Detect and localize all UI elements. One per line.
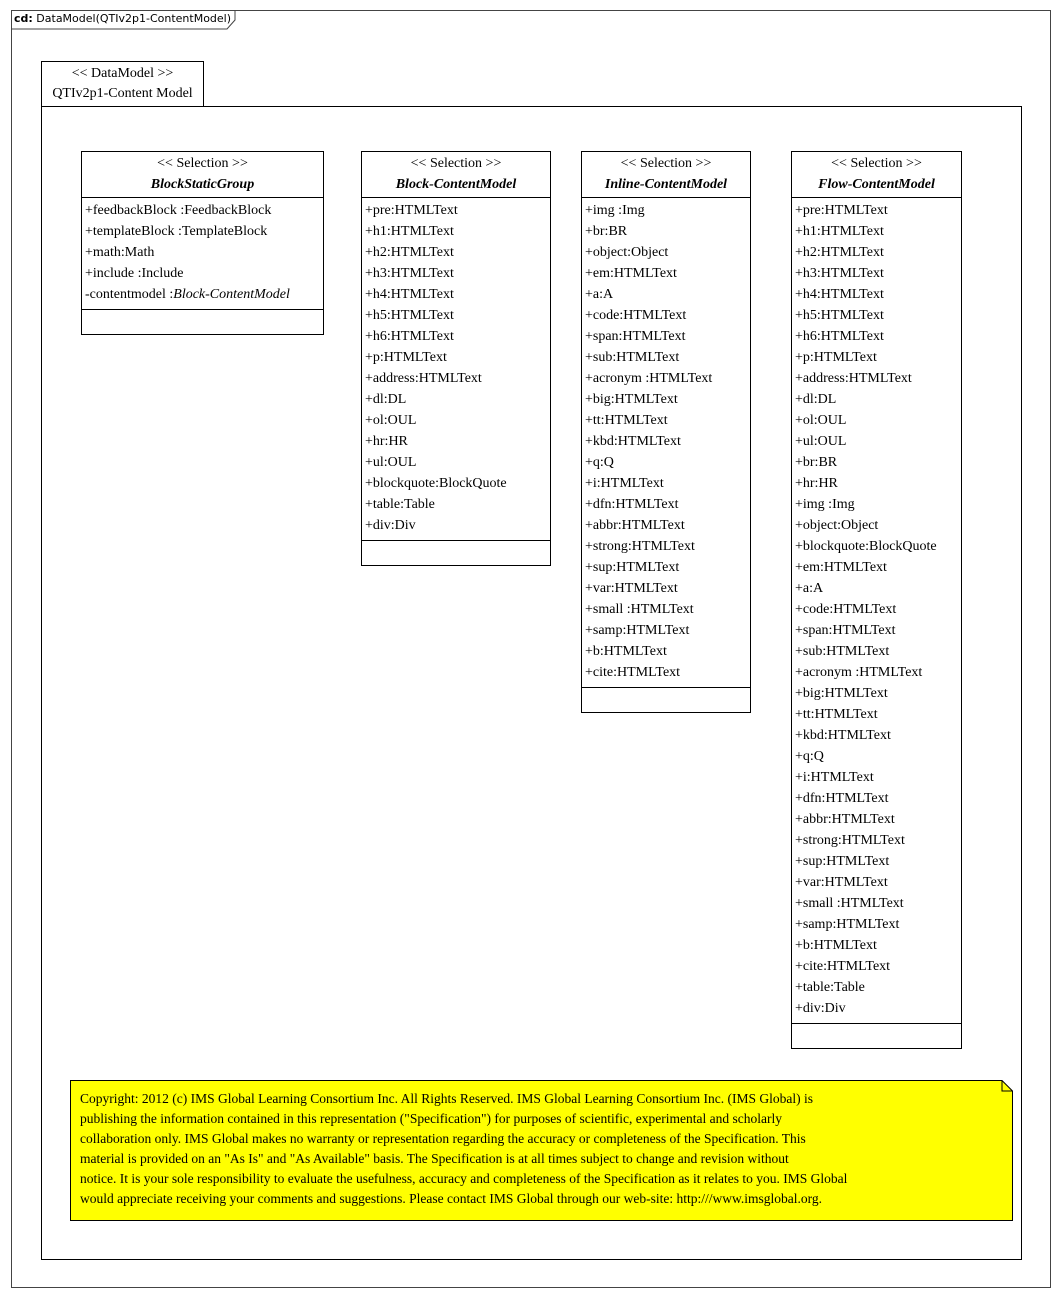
class-attribute: +pre:HTMLText [365,203,458,218]
class-attribute: +table:Table [365,497,435,512]
class-attribute: +abbr:HTMLText [585,518,685,533]
class-attribute: +sup:HTMLText [795,854,890,869]
class-attribute: +big:HTMLText [585,392,678,407]
class-attribute: +small :HTMLText [795,896,904,911]
class-attribute: +object:Object [795,518,879,533]
class-attribute: +h6:HTMLText [795,329,884,344]
class-flow-contentmodel [791,151,962,1049]
class-blockstaticgroup [81,151,324,335]
note-line: publishing the information contained in this representation ("Specification") for purposes of scientific, experimental and scholarly [80,1111,782,1126]
class-attribute: +br:BR [795,455,838,470]
class-operations [792,1024,961,1048]
class-attribute: +acronym :HTMLText [585,371,713,386]
class-attribute: +h2:HTMLText [365,245,454,260]
class-attribute: +blockquote:BlockQuote [795,539,937,554]
class-attribute: +tt:HTMLText [585,413,668,428]
class-name: Block-ContentModel [395,177,517,192]
class-attribute: +h5:HTMLText [795,308,884,323]
class-name: Inline-ContentModel [604,177,728,192]
class-attribute: +include :Include [85,266,184,281]
class-attribute: +small :HTMLText [585,602,694,617]
class-attribute: +em:HTMLText [585,266,677,281]
frame-kind: cd: [14,12,33,25]
note-line: collaboration only. IMS Global makes no warranty or representation regarding the accuracy or completeness of the Specification. This [80,1131,806,1146]
class-attribute: +p:HTMLText [795,350,877,365]
class-attribute: +ul:OUL [795,434,847,449]
class-attribute: +abbr:HTMLText [795,812,895,827]
class-attribute: +math:Math [85,245,155,260]
class-attribute: +big:HTMLText [795,686,888,701]
note-line: would appreciate receiving your comments and suggestions. Please contact IMS Global through our web-site: http:///www.imsglobal.org. [80,1191,822,1206]
class-attribute: +address:HTMLText [795,371,912,386]
class-attribute: +var:HTMLText [795,875,888,890]
package-stereotype: << DataModel >> [71,66,174,81]
class-attribute: +dfn:HTMLText [585,497,679,512]
class-operations [82,310,323,334]
class-attribute: +pre:HTMLText [795,203,888,218]
class-attribute: +h3:HTMLText [365,266,454,281]
class-attribute: +h6:HTMLText [365,329,454,344]
class-attribute: +ol:OUL [365,413,417,428]
class-attribute: +img :Img [585,203,645,218]
class-attribute: +hr:HR [365,434,408,449]
class-stereotype: << Selection >> [831,156,922,171]
class-name: Flow-ContentModel [818,177,935,192]
class-attribute: +i:HTMLText [795,770,874,785]
class-attribute: +b:HTMLText [795,938,877,953]
class-attribute: +div:Div [795,1001,846,1016]
class-attribute: +code:HTMLText [585,308,687,323]
attribute-name: -contentmodel : [85,287,174,302]
class-operations [362,541,550,565]
class-stereotype: << Selection >> [410,156,502,171]
class-stereotype: << Selection >> [157,156,248,171]
class-header [362,152,550,198]
class-attribute: +kbd:HTMLText [585,434,681,449]
class-attribute: +strong:HTMLText [585,539,695,554]
class-attribute: +sub:HTMLText [585,350,680,365]
class-block-contentmodel [361,151,551,566]
class-attribute: +templateBlock :TemplateBlock [85,224,268,239]
class-attribute: +ol:OUL [795,413,847,428]
class-attribute: +kbd:HTMLText [795,728,891,743]
class-attribute: +a:A [795,581,824,596]
class-attribute: +strong:HTMLText [795,833,905,848]
class-header [82,152,323,198]
note-line: notice. It is your sole responsibility to evaluate the usefulness, accuracy and completeness of the Specification as it relates to you. IMS Global [80,1171,848,1186]
note-line: Copyright: 2012 (c) IMS Global Learning Consortium Inc. All Rights Reserved. IMS Global Learning Consortium Inc. (IMS Global) is [80,1091,814,1106]
class-attribute: +span:HTMLText [795,623,896,638]
copyright-note [70,1080,1013,1221]
class-attribute: +cite:HTMLText [795,959,891,974]
class-attribute: +p:HTMLText [365,350,447,365]
class-attribute: +div:Div [365,518,416,533]
class-attribute: +hr:HR [795,476,838,491]
class-attribute: +h5:HTMLText [365,308,454,323]
class-attribute: +address:HTMLText [365,371,482,386]
class-attribute: +h1:HTMLText [365,224,454,239]
class-attribute: +feedbackBlock :FeedbackBlock [85,203,272,218]
class-attributes [582,198,750,688]
class-attributes [82,198,323,310]
package-name: QTIv2p1-Content Model [52,86,193,101]
class-attribute: +code:HTMLText [795,602,897,617]
class-name: BlockStaticGroup [150,177,255,192]
class-attribute: +br:BR [585,224,628,239]
class-attribute: +cite:HTMLText [585,665,681,680]
class-attribute: +acronym :HTMLText [795,665,923,680]
note-text [80,1089,980,1209]
class-attribute: +samp:HTMLText [795,917,900,932]
class-attribute: +blockquote:BlockQuote [365,476,507,491]
class-attribute: +a:A [585,287,614,302]
diagram-frame-tab [11,10,247,29]
package-tab [41,61,204,107]
class-inline-contentmodel [581,151,751,713]
class-attributes [362,198,550,541]
class-attribute: +h1:HTMLText [795,224,884,239]
class-header [582,152,750,198]
class-attribute: +var:HTMLText [585,581,678,596]
class-attribute: +b:HTMLText [585,644,667,659]
class-attribute: +h4:HTMLText [365,287,454,302]
class-attribute: +dfn:HTMLText [795,791,889,806]
note-line: material is provided on an "As Is" and "As Available" basis. The Specification is at all times subject to change and revision without [80,1151,789,1166]
class-attribute: +ul:OUL [365,455,417,470]
class-attributes [792,198,961,1024]
class-stereotype: << Selection >> [620,156,712,171]
class-attribute: +img :Img [795,497,855,512]
class-attribute-typed [85,284,323,305]
class-attribute: +object:Object [585,245,669,260]
class-attribute: +dl:DL [365,392,407,407]
class-attribute: +h4:HTMLText [795,287,884,302]
class-attribute: +dl:DL [795,392,837,407]
class-attribute: +table:Table [795,980,865,995]
class-attribute: +samp:HTMLText [585,623,690,638]
class-attribute: +i:HTMLText [585,476,664,491]
class-attribute: +q:Q [795,749,824,764]
class-operations [582,688,750,712]
attribute-type: Block-ContentModel [173,287,290,302]
class-attribute: +h3:HTMLText [795,266,884,281]
class-attribute: +q:Q [585,455,614,470]
class-attribute: +sup:HTMLText [585,560,680,575]
frame-title: DataModel(QTIv2p1-ContentModel) [36,12,232,25]
class-header [792,152,961,198]
class-attribute: +h2:HTMLText [795,245,884,260]
class-attribute: +em:HTMLText [795,560,887,575]
class-attribute: +span:HTMLText [585,329,686,344]
class-attribute: +sub:HTMLText [795,644,890,659]
class-attribute: +tt:HTMLText [795,707,878,722]
